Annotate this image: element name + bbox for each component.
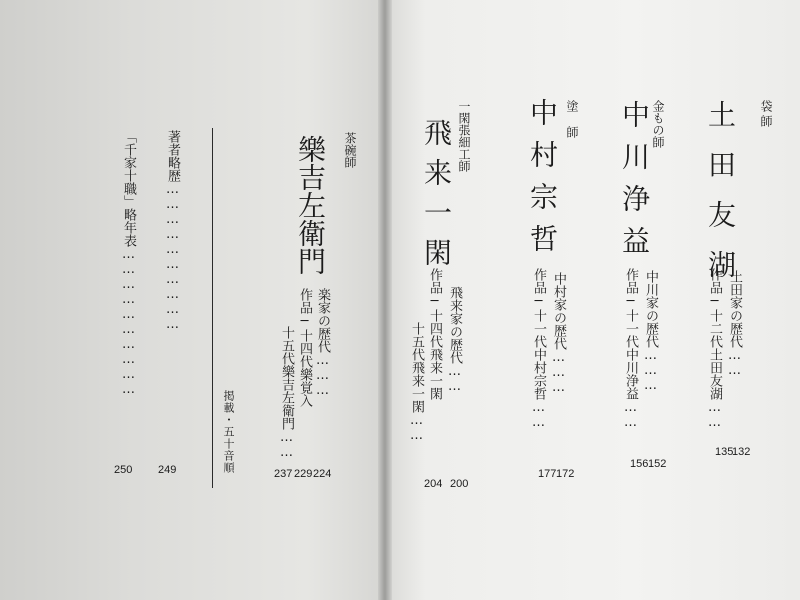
- works-line-2: 十五代飛来一閑……: [409, 322, 424, 443]
- craft-label: 茶碗師: [343, 132, 357, 168]
- craft-label: 袋師: [759, 100, 773, 130]
- history-line: 飛来家の歴代……: [447, 286, 462, 394]
- works-line: 作品─十四代樂覚入: [297, 288, 312, 407]
- history-line: 中川家の歴代………: [643, 270, 658, 393]
- page-number: 172: [556, 468, 575, 480]
- biography-line: 著者略歴…………………………: [165, 130, 180, 332]
- works-line: 作品─十一代中川浄益……: [623, 268, 638, 430]
- artisan-name: 土田友湖: [704, 100, 737, 300]
- page-number: 250: [114, 464, 133, 476]
- works-line: 作品─十四代飛来一閑: [427, 268, 442, 400]
- page-number: 200: [450, 478, 469, 490]
- page-number: 135: [715, 446, 734, 458]
- history-line: 土田家の歴代……: [727, 270, 742, 378]
- page-number: 224: [313, 468, 332, 480]
- history-line: 中村家の歴代………: [551, 272, 566, 395]
- craft-label: 金もの師: [651, 100, 665, 148]
- artisan-name: 中村宗哲: [526, 98, 559, 266]
- page-number: 249: [158, 464, 177, 476]
- works-line-2: 十五代樂吉左衛門……: [279, 326, 294, 460]
- works-line: 作品─十一代中村宗哲……: [531, 268, 546, 430]
- page-number: 132: [732, 446, 751, 458]
- section-divider: [212, 128, 213, 488]
- craft-label: 一閑張細工師: [457, 100, 471, 172]
- page-number: 177: [538, 468, 557, 480]
- chronology-line: 「千家十職」略年表…………………………: [121, 130, 136, 397]
- craft-label: 塗師: [565, 100, 579, 152]
- artisan-name: 中川浄益: [618, 100, 651, 268]
- works-line: 作品─十二代土田友湖……: [707, 268, 722, 430]
- page-number: 204: [424, 478, 443, 490]
- book-gutter: [378, 0, 392, 600]
- listing-note: 掲載・五十音順: [222, 390, 235, 474]
- page-number: 156: [630, 458, 649, 470]
- artisan-name: 飛来一閑: [420, 118, 453, 278]
- page-number: 152: [648, 458, 667, 470]
- page-number: 237: [274, 468, 293, 480]
- history-line: 楽家の歴代………: [315, 288, 330, 398]
- artisan-name: 樂吉左衛門: [294, 135, 327, 275]
- page-number: 229: [294, 468, 313, 480]
